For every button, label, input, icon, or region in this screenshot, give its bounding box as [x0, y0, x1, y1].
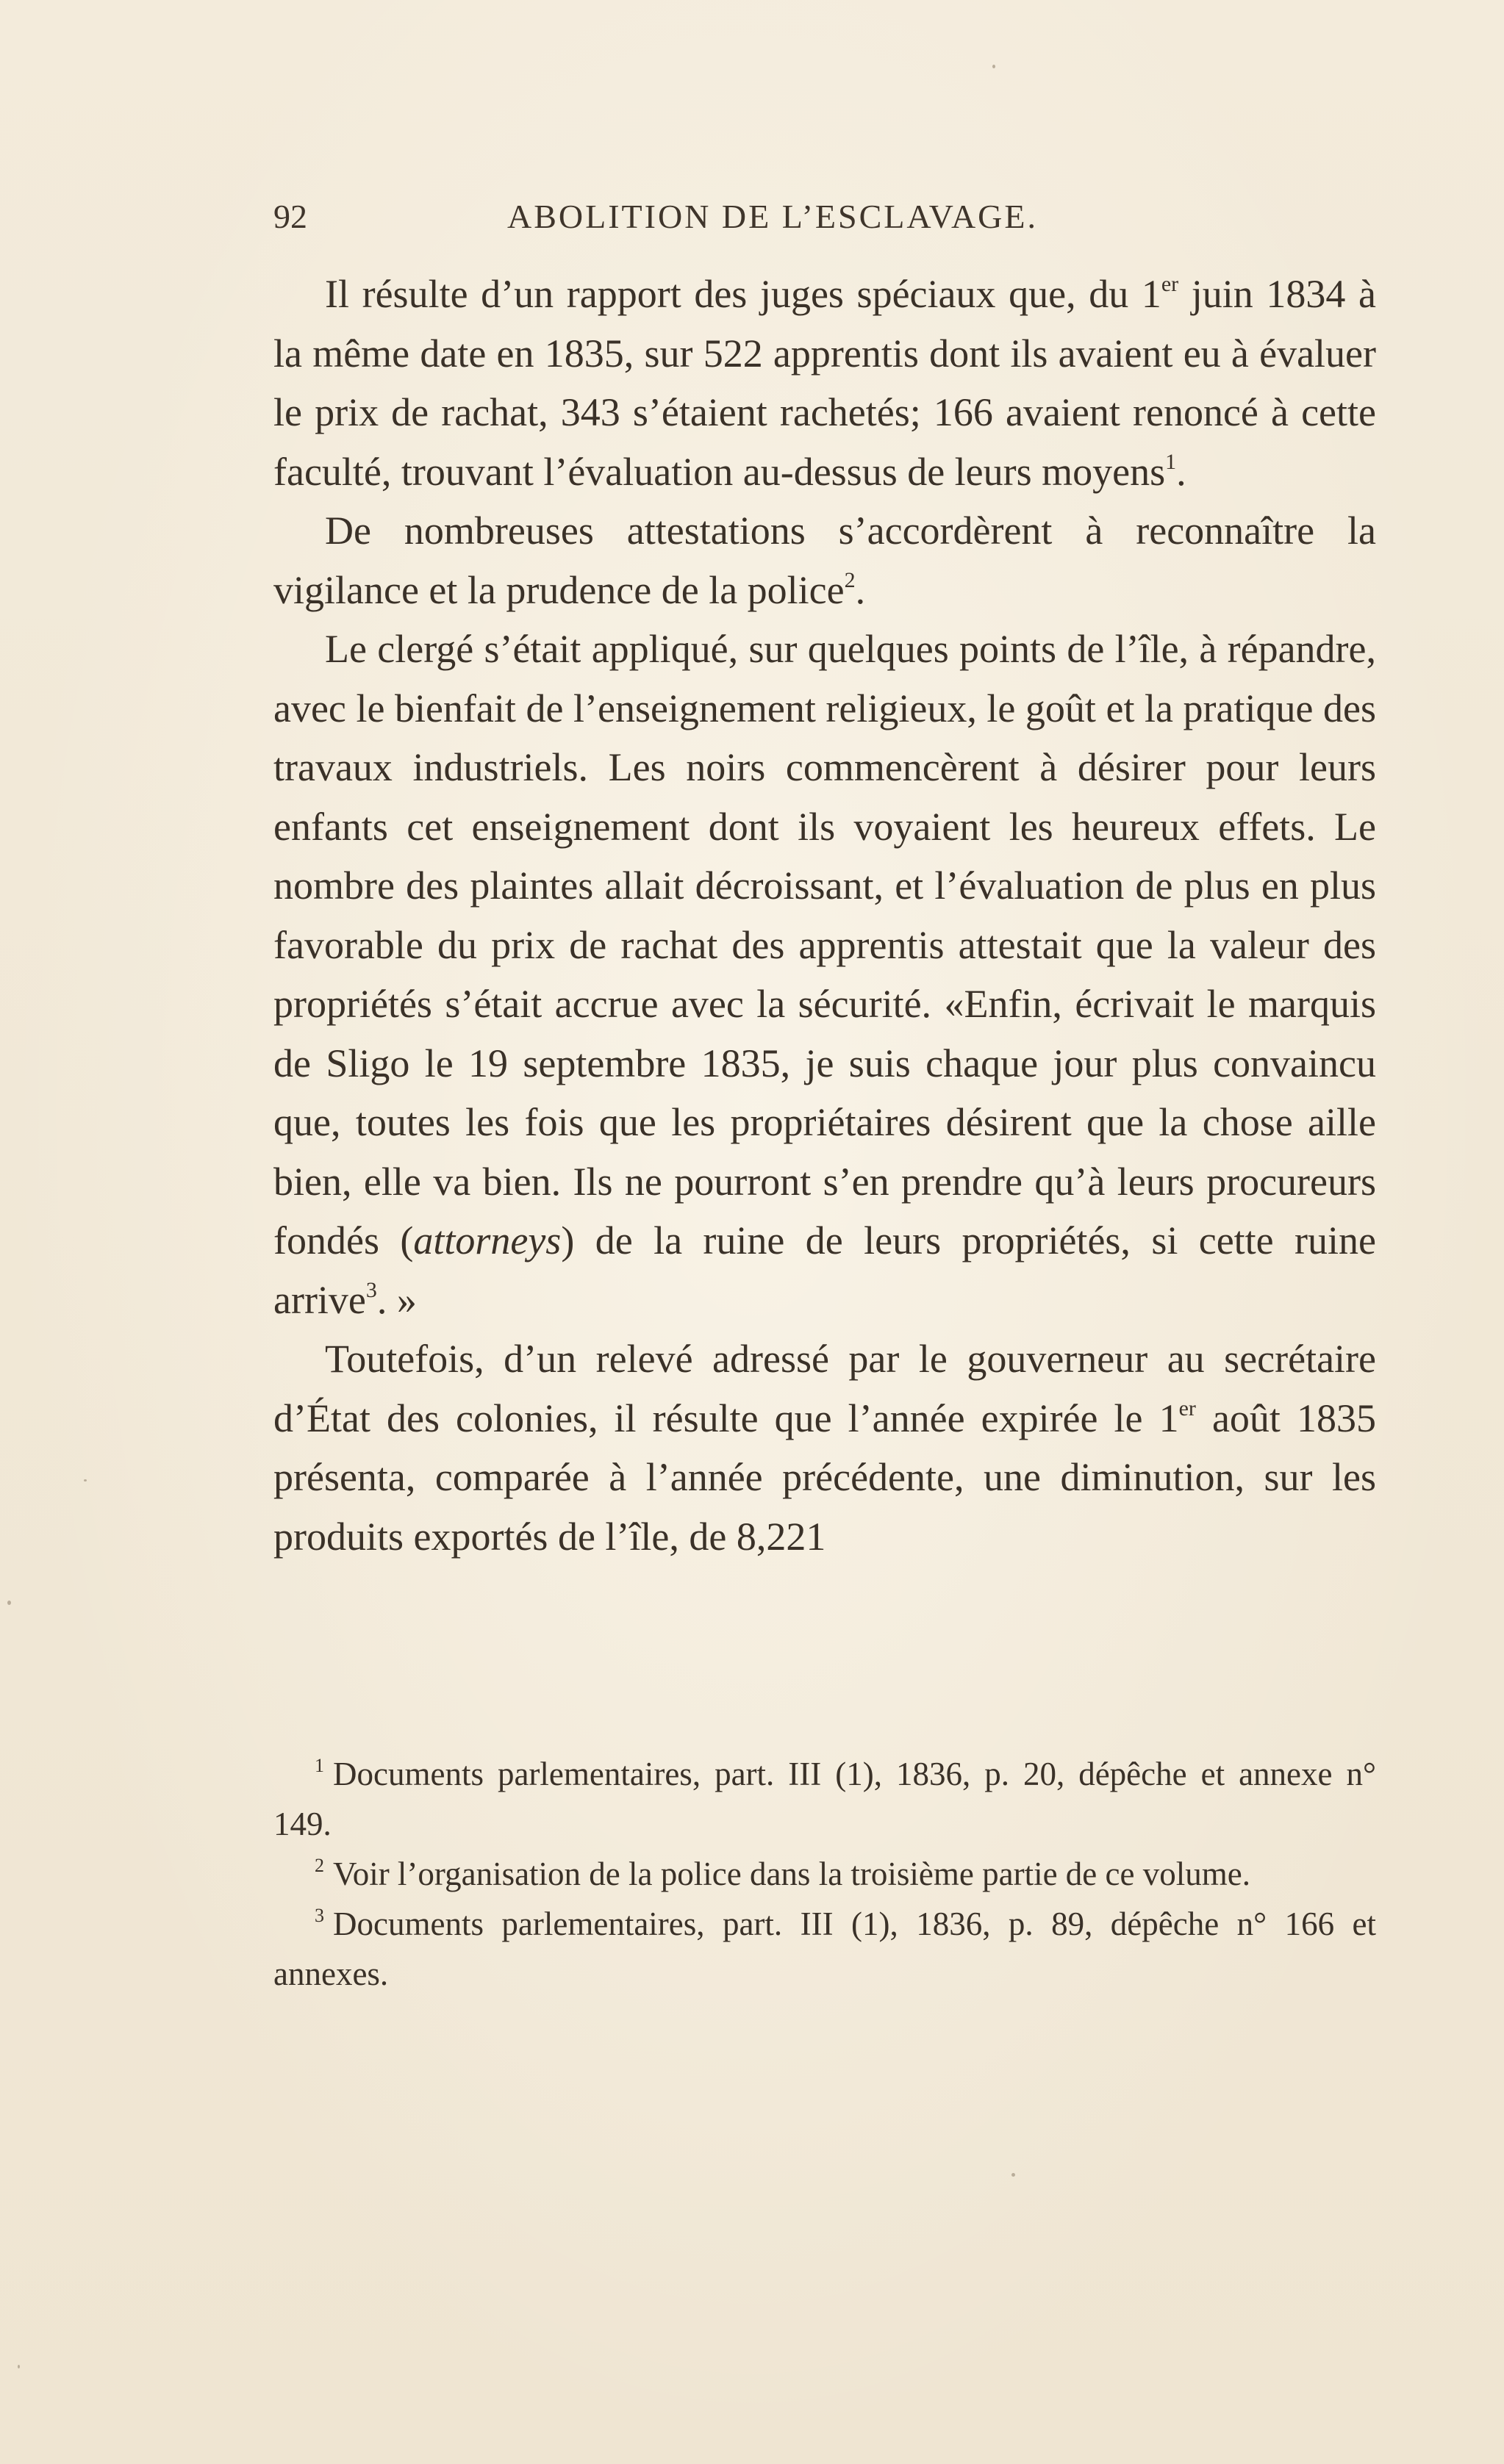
paper-speck — [7, 1601, 11, 1605]
footnote-mark: 2 — [315, 1855, 324, 1876]
footnote-text: Documents parlementaires, part. III (1), 1836, p. 89, dépêche n° 166 et annexes. — [273, 1906, 1376, 1992]
paragraph-text: août 1835 présenta, comparée à l’année précédente, une diminution, sur les produits exportés de l’île, de 8,221 — [273, 1396, 1376, 1559]
paragraph-text: Le clergé s’était appliqué, sur quelques points de l’île, à répandre, avec le bienfait de l’enseignement religieux, le goût et la pratique des travaux industriels. Les noirs commencèrent à désirer pour leurs enfants cet enseignement dont ils voyaient les heureux effets. Le nombre des plaintes allait décroissant, et l’évaluation de plus en plus favorable du prix de rachat des apprentis attestait que la valeur des propriétés s’était accrue avec la sécurité. «Enfin, écrivait le marquis de Sligo le 19 septembre 1835, je suis chaque jour plus convaincu que, toutes les fois que les propriétaires désirent que la chose aille bien, elle va bien. Ils ne pourront s’en prendre qu’à leurs procureurs fondés ( — [273, 627, 1376, 1262]
paragraph-text: . — [1176, 449, 1186, 494]
footnote-ref-2: 2 — [844, 567, 856, 592]
footnote-ref-1: 1 — [1165, 449, 1177, 474]
paragraph-text: . — [855, 567, 866, 612]
paragraph-text: . » — [376, 1277, 417, 1322]
italic-term: attorneys — [413, 1218, 562, 1262]
paper-speck — [1011, 2173, 1015, 2177]
running-title: ABOLITION DE L’ESCLAVAGE. — [507, 198, 1038, 235]
footnote-mark: 1 — [315, 1755, 324, 1776]
footnote-text: Voir l’organisation de la police dans la troisième partie de ce volume. — [333, 1856, 1250, 1892]
body-text — [273, 265, 1376, 1566]
footnote-3 — [273, 1899, 1376, 1999]
paper-speck — [18, 2365, 20, 2368]
paragraph-text: Il résulte d’un rapport des juges spéciaux que, du 1 — [325, 272, 1161, 316]
ordinal-superscript: er — [1161, 272, 1179, 296]
footnote-text: Documents parlementaires, part. III (1), 1836, p. 20, dépêche et annexe n° 149. — [273, 1756, 1376, 1842]
paper-speck — [84, 1479, 87, 1481]
footnote-2 — [273, 1849, 1376, 1899]
paper-speck — [992, 65, 995, 68]
paragraph-police — [273, 501, 1376, 619]
paragraph-rachat — [273, 265, 1376, 501]
paragraph-text: Toutefois, d’un relevé adressé par le gouverneur au secrétaire d’État des colonies, il résulte que l’année expirée le 1 — [273, 1337, 1376, 1440]
footnote-1 — [273, 1749, 1376, 1849]
ordinal-superscript: er — [1178, 1396, 1196, 1420]
paragraph-clerge — [273, 619, 1376, 1329]
running-head — [273, 197, 1376, 248]
paragraph-toutefois — [273, 1329, 1376, 1566]
footnote-mark: 3 — [315, 1905, 324, 1926]
paragraph-text: De nombreuses attestations s’accordèrent à reconnaître la vigilance et la prudence de la police — [273, 509, 1376, 612]
footnote-ref-3: 3 — [365, 1277, 377, 1302]
footnotes — [273, 1749, 1376, 1999]
page-number: 92 — [273, 198, 307, 235]
paragraph-text: juin 1834 à la même date en 1835, sur 522 apprentis dont ils avaient eu à évaluer le prix de rachat, 343 s’étaient rachetés; 166 avaient renoncé à cette faculté, trouvant l’évaluation au-dessus de leurs moyens — [273, 272, 1376, 494]
paragraph-text: ) de la ruine de leurs propriétés, si cette ruine arrive — [273, 1218, 1376, 1322]
